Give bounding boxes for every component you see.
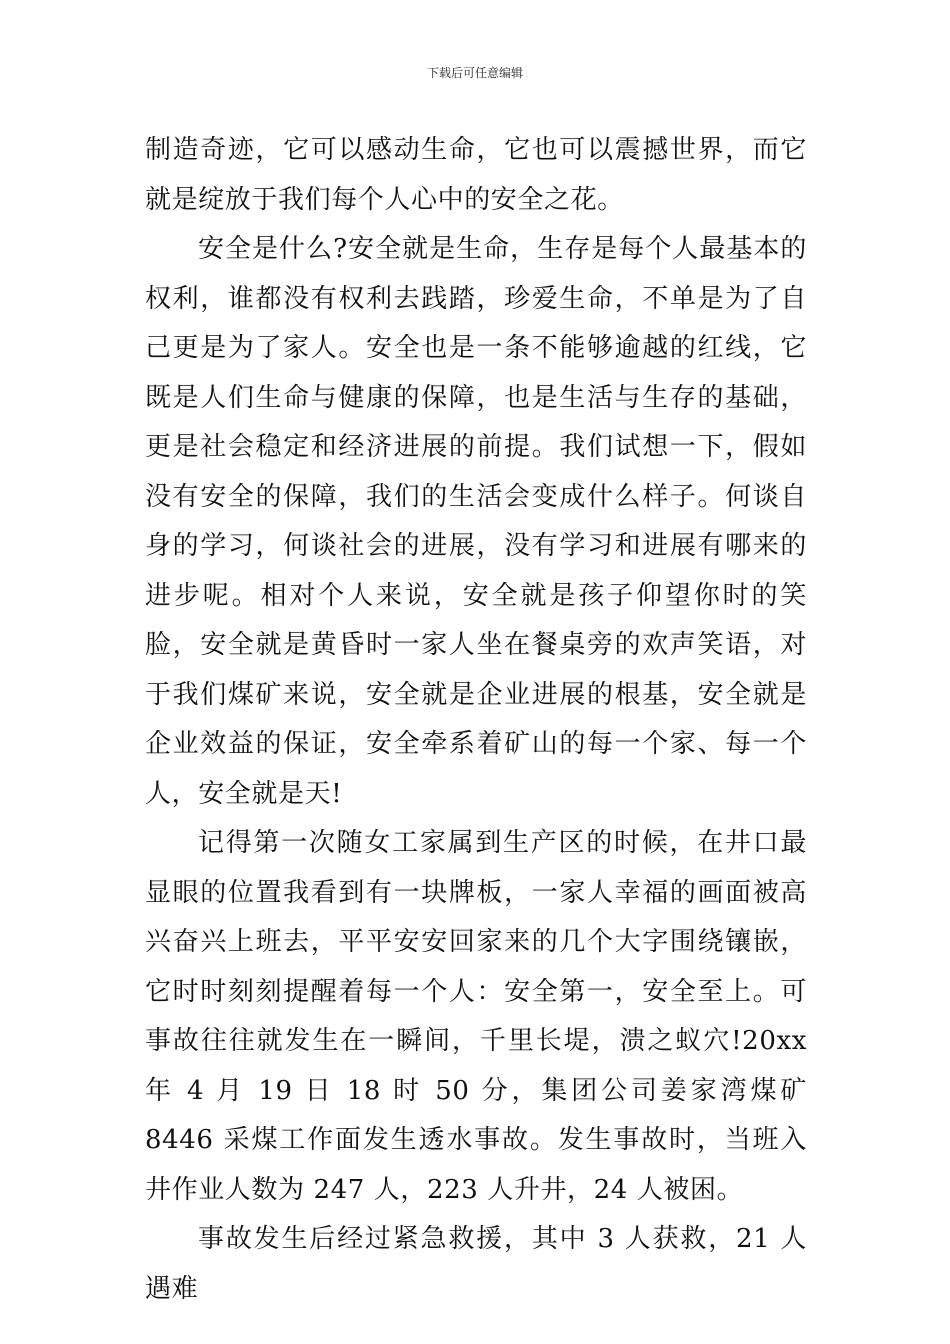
document-body: [145, 126, 807, 1314]
paragraph-1: 制造奇迹，它可以感动生命，它也可以震撼世界，而它就是绽放于我们每个人心中的安全之花。: [145, 135, 807, 215]
paragraph-4: 事故发生后经过紧急救援，其中 3 人获救，21 人遇难: [145, 1224, 807, 1304]
paragraph-3: 记得第一次随女工家属到生产区的时候，在井口最显眼的位置我看到有一块牌板，一家人幸福的画面被高兴奋兴上班去，平平安安回家来的几个大字围绕镶嵌，它时时刻刻提醒着每一个人：安全第一，安全至上。可事故往往就发生在一瞬间，千里长堤，溃之蚁穴!20xx 年 4 月 19 日 18 时 50 分，集团公司姜家湾煤矿 8446 采煤工作面发生透水事故。发生事故时，当班入井作业人数为 247 人，223 人升井，24 人被困。: [145, 828, 807, 1205]
paragraph-2: 安全是什么?安全就是生命，生存是每个人最基本的权利，谁都没有权利去践踏，珍爱生命，不单是为了自己更是为了家人。安全也是一条不能够逾越的红线，它既是人们生命与健康的保障，也是生活与生存的基础，更是社会稳定和经济进展的前提。我们试想一下，假如没有安全的保障，我们的生活会变成什么样子。何谈自身的学习，何谈社会的进展，没有学习和进展有哪来的进步呢。相对个人来说，安全就是孩子仰望你时的笑脸，安全就是黄昏时一家人坐在餐桌旁的欢声笑语，对于我们煤矿来说，安全就是企业进展的根基，安全就是企业效益的保证，安全牵系着矿山的每一个家、每一个人，安全就是天!: [145, 234, 807, 809]
page-header: 下载后可任意编辑: [426, 66, 523, 80]
